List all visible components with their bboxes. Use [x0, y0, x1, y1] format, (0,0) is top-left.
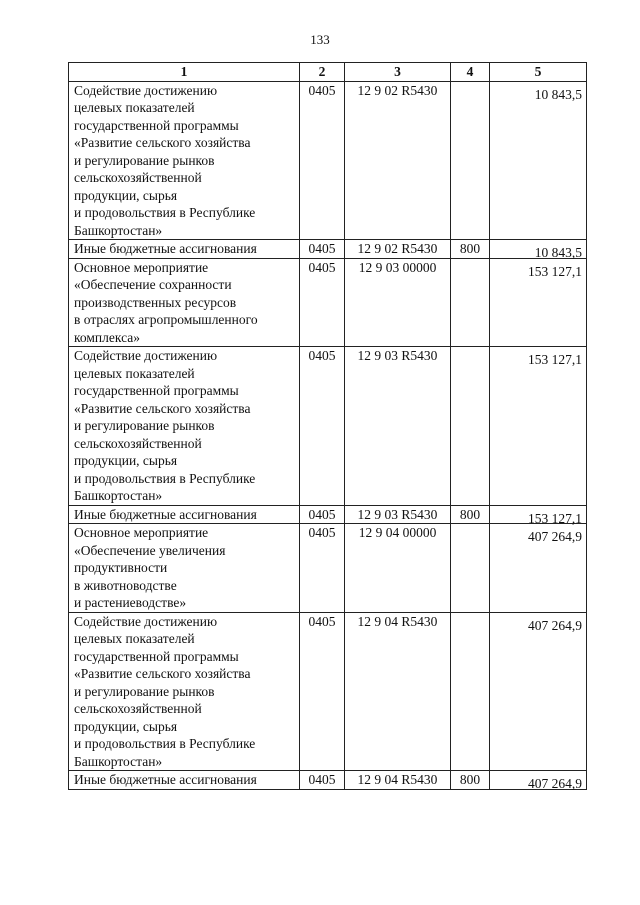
row-name-cell: Основное мероприятие «Обеспечение сохранности производственных ресурсов в отраслях агропромышленного комплекса»: [69, 258, 300, 347]
row-amount-cell: [490, 81, 587, 240]
row-type-cell: [451, 258, 490, 347]
page-number: 133: [310, 32, 330, 47]
amount-value: 153 127,1: [528, 263, 582, 279]
table-row: [69, 771, 587, 790]
row-name-cell: Содействие достижению целевых показателей государственной программы «Развитие сельского хозяйства и регулирование рынков сельскохозяйственной продукции, сырья и продовольствия в Республике Башкортостан»: [69, 81, 300, 240]
row-amount-cell: [490, 240, 587, 259]
row-type-cell: [451, 524, 490, 613]
row-target-cell: 12 9 04 R5430: [345, 771, 451, 790]
row-type-cell: [451, 612, 490, 771]
row-type-cell: 800: [451, 505, 490, 524]
row-target-cell: 12 9 03 00000: [345, 258, 451, 347]
table-row: [69, 81, 587, 240]
row-target-cell: 12 9 04 00000: [345, 524, 451, 613]
column-header-target: 3: [345, 63, 451, 82]
amount-value: 407 264,9: [528, 776, 582, 791]
amount-value: 10 843,5: [534, 245, 582, 260]
table-row: [69, 505, 587, 524]
row-section-cell: 0405: [300, 524, 345, 613]
column-header-section: 2: [300, 63, 345, 82]
row-amount-cell: [490, 612, 587, 771]
row-amount-cell: [490, 524, 587, 613]
row-name-cell: Основное мероприятие «Обеспечение увеличения продуктивности в животноводстве и растениеводстве»: [69, 524, 300, 613]
row-target-cell: 12 9 03 R5430: [345, 505, 451, 524]
amount-value: 407 264,9: [528, 617, 582, 633]
row-amount-cell: [490, 258, 587, 347]
row-name-cell: Содействие достижению целевых показателей государственной программы «Развитие сельского хозяйства и регулирование рынков сельскохозяйственной продукции, сырья и продовольствия в Республике Башкортостан»: [69, 612, 300, 771]
row-type-cell: [451, 347, 490, 506]
column-header-type: 4: [451, 63, 490, 82]
row-section-cell: 0405: [300, 81, 345, 240]
amount-value: 153 127,1: [528, 352, 582, 367]
row-section-cell: 0405: [300, 612, 345, 771]
column-header-amount: 5: [490, 63, 587, 82]
row-type-cell: 800: [451, 771, 490, 790]
row-target-cell: 12 9 04 R5430: [345, 612, 451, 771]
row-section-cell: 0405: [300, 505, 345, 524]
table-row: [69, 612, 587, 771]
table-row: [69, 240, 587, 259]
row-name-cell: Иные бюджетные ассигнования: [69, 505, 300, 524]
column-header-name: 1: [69, 63, 300, 82]
row-section-cell: 0405: [300, 258, 345, 347]
amount-value: 153 127,1: [528, 510, 582, 526]
row-amount-cell: [490, 771, 587, 790]
row-name-cell: Содействие достижению целевых показателей государственной программы «Развитие сельского хозяйства и регулирование рынков сельскохозяйственной продукции, сырья и продовольствия в Республике Башкортостан»: [69, 347, 300, 506]
row-target-cell: 12 9 02 R5430: [345, 240, 451, 259]
row-section-cell: 0405: [300, 347, 345, 506]
budget-table: [68, 62, 587, 790]
row-section-cell: 0405: [300, 771, 345, 790]
row-section-cell: 0405: [300, 240, 345, 259]
table-row: [69, 347, 587, 506]
row-target-cell: 12 9 02 R5430: [345, 81, 451, 240]
row-target-cell: 12 9 03 R5430: [345, 347, 451, 506]
row-name-cell: Иные бюджетные ассигнования: [69, 240, 300, 259]
row-type-cell: 800: [451, 240, 490, 259]
amount-value: 407 264,9: [528, 529, 582, 544]
table-body: [69, 81, 587, 789]
table-header-row: [69, 63, 587, 82]
amount-value: 10 843,5: [534, 86, 582, 102]
row-type-cell: [451, 81, 490, 240]
table-row: [69, 524, 587, 613]
table-row: [69, 258, 587, 347]
row-amount-cell: [490, 347, 587, 506]
row-amount-cell: [490, 505, 587, 524]
row-name-cell: Иные бюджетные ассигнования: [69, 771, 300, 790]
